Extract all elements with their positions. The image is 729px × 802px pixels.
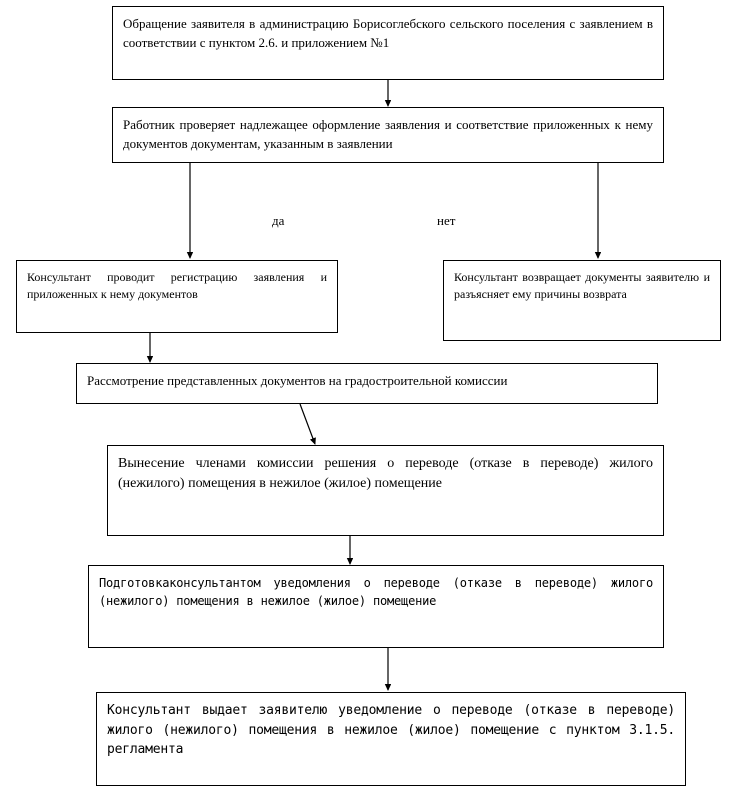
node-text: Консультант проводит регистрацию заявления и приложенных к нему документов: [27, 270, 327, 302]
node-text: Работник проверяет надлежащее оформление заявления и соответствие приложенных к нему документов документам, указанным в заявлении: [123, 117, 653, 151]
node-text: Вынесение членами комиссии решения о переводе (отказе в переводе) жилого (нежилого) помещения в нежилое (жилое) помещение: [118, 456, 653, 492]
edge-label-no: нет: [437, 213, 456, 228]
node-commission-decision: [107, 445, 664, 536]
node-text: Рассмотрение представленных документов на градостроительной комиссии: [87, 373, 508, 388]
node-employee-check: [112, 107, 664, 163]
node-notice-issue: [96, 692, 686, 786]
node-text: Обращение заявителя в администрацию Борисоглебского сельского поселения с заявлением в соответствии с пунктом 2.6. и приложением №1: [123, 16, 653, 50]
node-notice-preparation: [88, 565, 664, 648]
node-text: Подготовкаконсультантом уведомления о переводе (отказе в переводе) жилого (нежилого) помещения в нежилое (жилое) помещение: [99, 576, 653, 608]
node-text: Консультант выдает заявителю уведомление о переводе (отказе в переводе) жилого (нежилого) помещения в нежилое (жилое) помещение с пунктом 3.1.5. регламента: [107, 703, 675, 757]
node-consultant-returns: [443, 260, 721, 341]
node-text: Консультант возвращает документы заявителю и разъясняет ему причины возврата: [454, 270, 710, 302]
edge-label-yes: да: [272, 213, 285, 228]
node-application-submission: [112, 6, 664, 80]
node-consultant-registers: [16, 260, 338, 333]
node-commission-review: [76, 363, 658, 404]
